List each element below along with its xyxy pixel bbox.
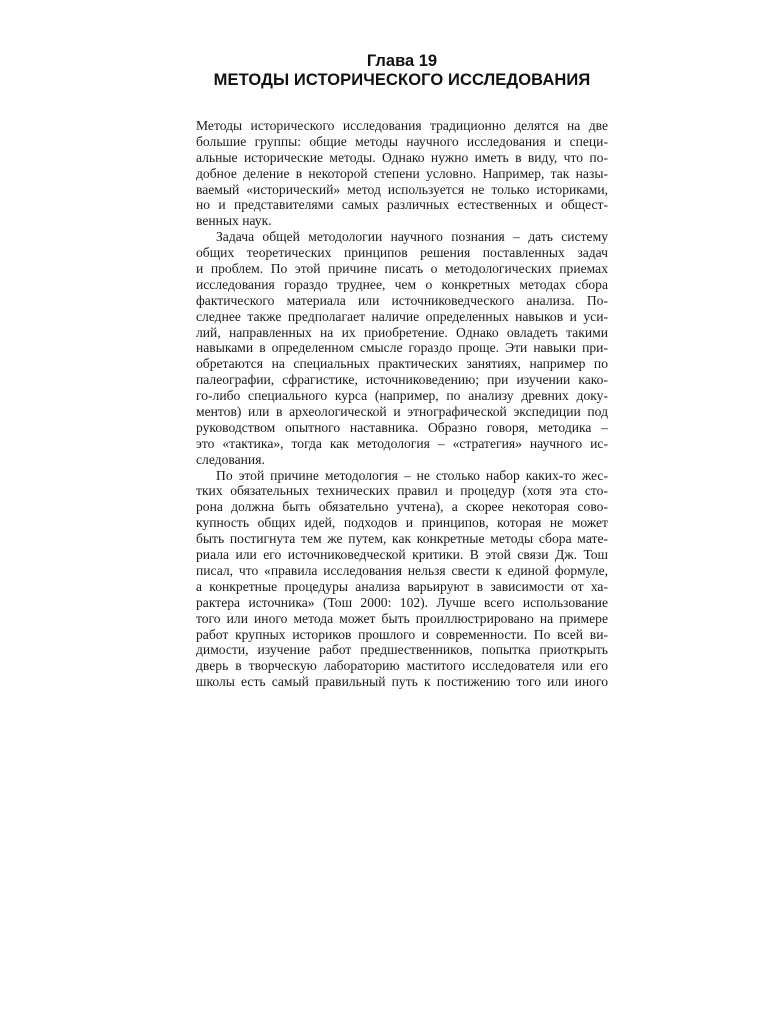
text-line: палеографии, сфрагистике, источниковедению; при изучении како- — [196, 372, 608, 388]
text-line: го-либо специального курса (например, по анализу древних доку- — [196, 388, 608, 404]
text-line: общих теоретических принципов решения поставленных задач — [196, 245, 608, 261]
text-line: риала или его источниковедческой критики. В этой связи Дж. Тош — [196, 547, 608, 563]
text-line: димости, изучение работ предшественников, попытка приоткрыть — [196, 642, 608, 658]
text-line: рактера источника» (Тош 2000: 102). Лучше всего использование — [196, 594, 608, 610]
text-line: школы есть самый правильный путь к постижению того или иного — [196, 674, 608, 690]
text-line: это «тактика», тогда как методология – «стратегия» научного ис- — [196, 435, 608, 451]
text-line: а конкретные процедуры анализа варьируют в зависимости от ха- — [196, 578, 608, 594]
text-line: альные исторические методы. Однако нужно иметь в виду, что по- — [196, 149, 608, 165]
text-line: ментов) или в археологической и этнографической экспедиции под — [196, 404, 608, 420]
text-line: ваемый «исторический» метод используется не только историками, — [196, 181, 608, 197]
text-line: рона должна быть обязательно учтена), а скорее некоторая сово- — [196, 499, 608, 515]
chapter-title: МЕТОДЫ ИСТОРИЧЕСКОГО ИССЛЕДОВАНИЯ — [213, 71, 591, 89]
text-line: добное деление в некоторой степени условно. Например, так назы- — [196, 165, 608, 181]
text-line: дверь в творческую лабораторию маститого исследователя или его — [196, 658, 608, 674]
chapter-heading — [196, 52, 608, 90]
text-line: работ крупных историков прошлого и современности. По всей ви- — [196, 626, 608, 642]
text-line: Методы исторического исследования традиционно делятся на две — [196, 118, 608, 133]
text-line: тких обязательных технических правил и процедур (хотя эта сто- — [196, 483, 608, 499]
text-line: большие группы: общие методы научного исследования и специ- — [196, 133, 608, 149]
text-line: лий, направленных на их приобретение. Однако овладеть такими — [196, 324, 608, 340]
text-line: и проблем. По этой причине писать о методологических приемах — [196, 261, 608, 277]
text-line: фактического материала или источниковедческого анализа. По- — [196, 292, 608, 308]
chapter-number: Глава 19 — [366, 52, 438, 70]
text-line: но и представителями самых различных естественных и общест- — [196, 197, 608, 213]
text-line: следования. — [196, 451, 265, 467]
text-line: того или иного метода может быть проиллюстрировано на примере — [196, 610, 608, 626]
text-line: По этой причине методология – не столько набор каких-то жес- — [216, 467, 608, 483]
text-line: Задача общей методологии научного познания – дать систему — [216, 229, 608, 245]
text-line: венных наук. — [196, 213, 272, 229]
body-text — [196, 118, 608, 690]
text-line: навыками в определенном смысле гораздо проще. Эти навыки при- — [196, 340, 608, 356]
text-line: руководством опытного наставника. Образно говоря, методика – — [196, 419, 608, 435]
text-line: исследования гораздо труднее, чем о конкретных методах сбора — [196, 276, 608, 292]
text-line: писал, что «правила исследования нельзя свести к единой формуле, — [196, 562, 608, 578]
text-line: быть постигнута тем же путем, как конкретные методы сбора мате- — [196, 531, 608, 547]
text-line: обретаются на специальных практических занятиях, например по — [196, 356, 608, 372]
text-line: купность общих идей, подходов и принципов, которая не может — [196, 515, 608, 531]
text-line: следнее также предполагает наличие определенных навыков и уси- — [196, 308, 608, 324]
